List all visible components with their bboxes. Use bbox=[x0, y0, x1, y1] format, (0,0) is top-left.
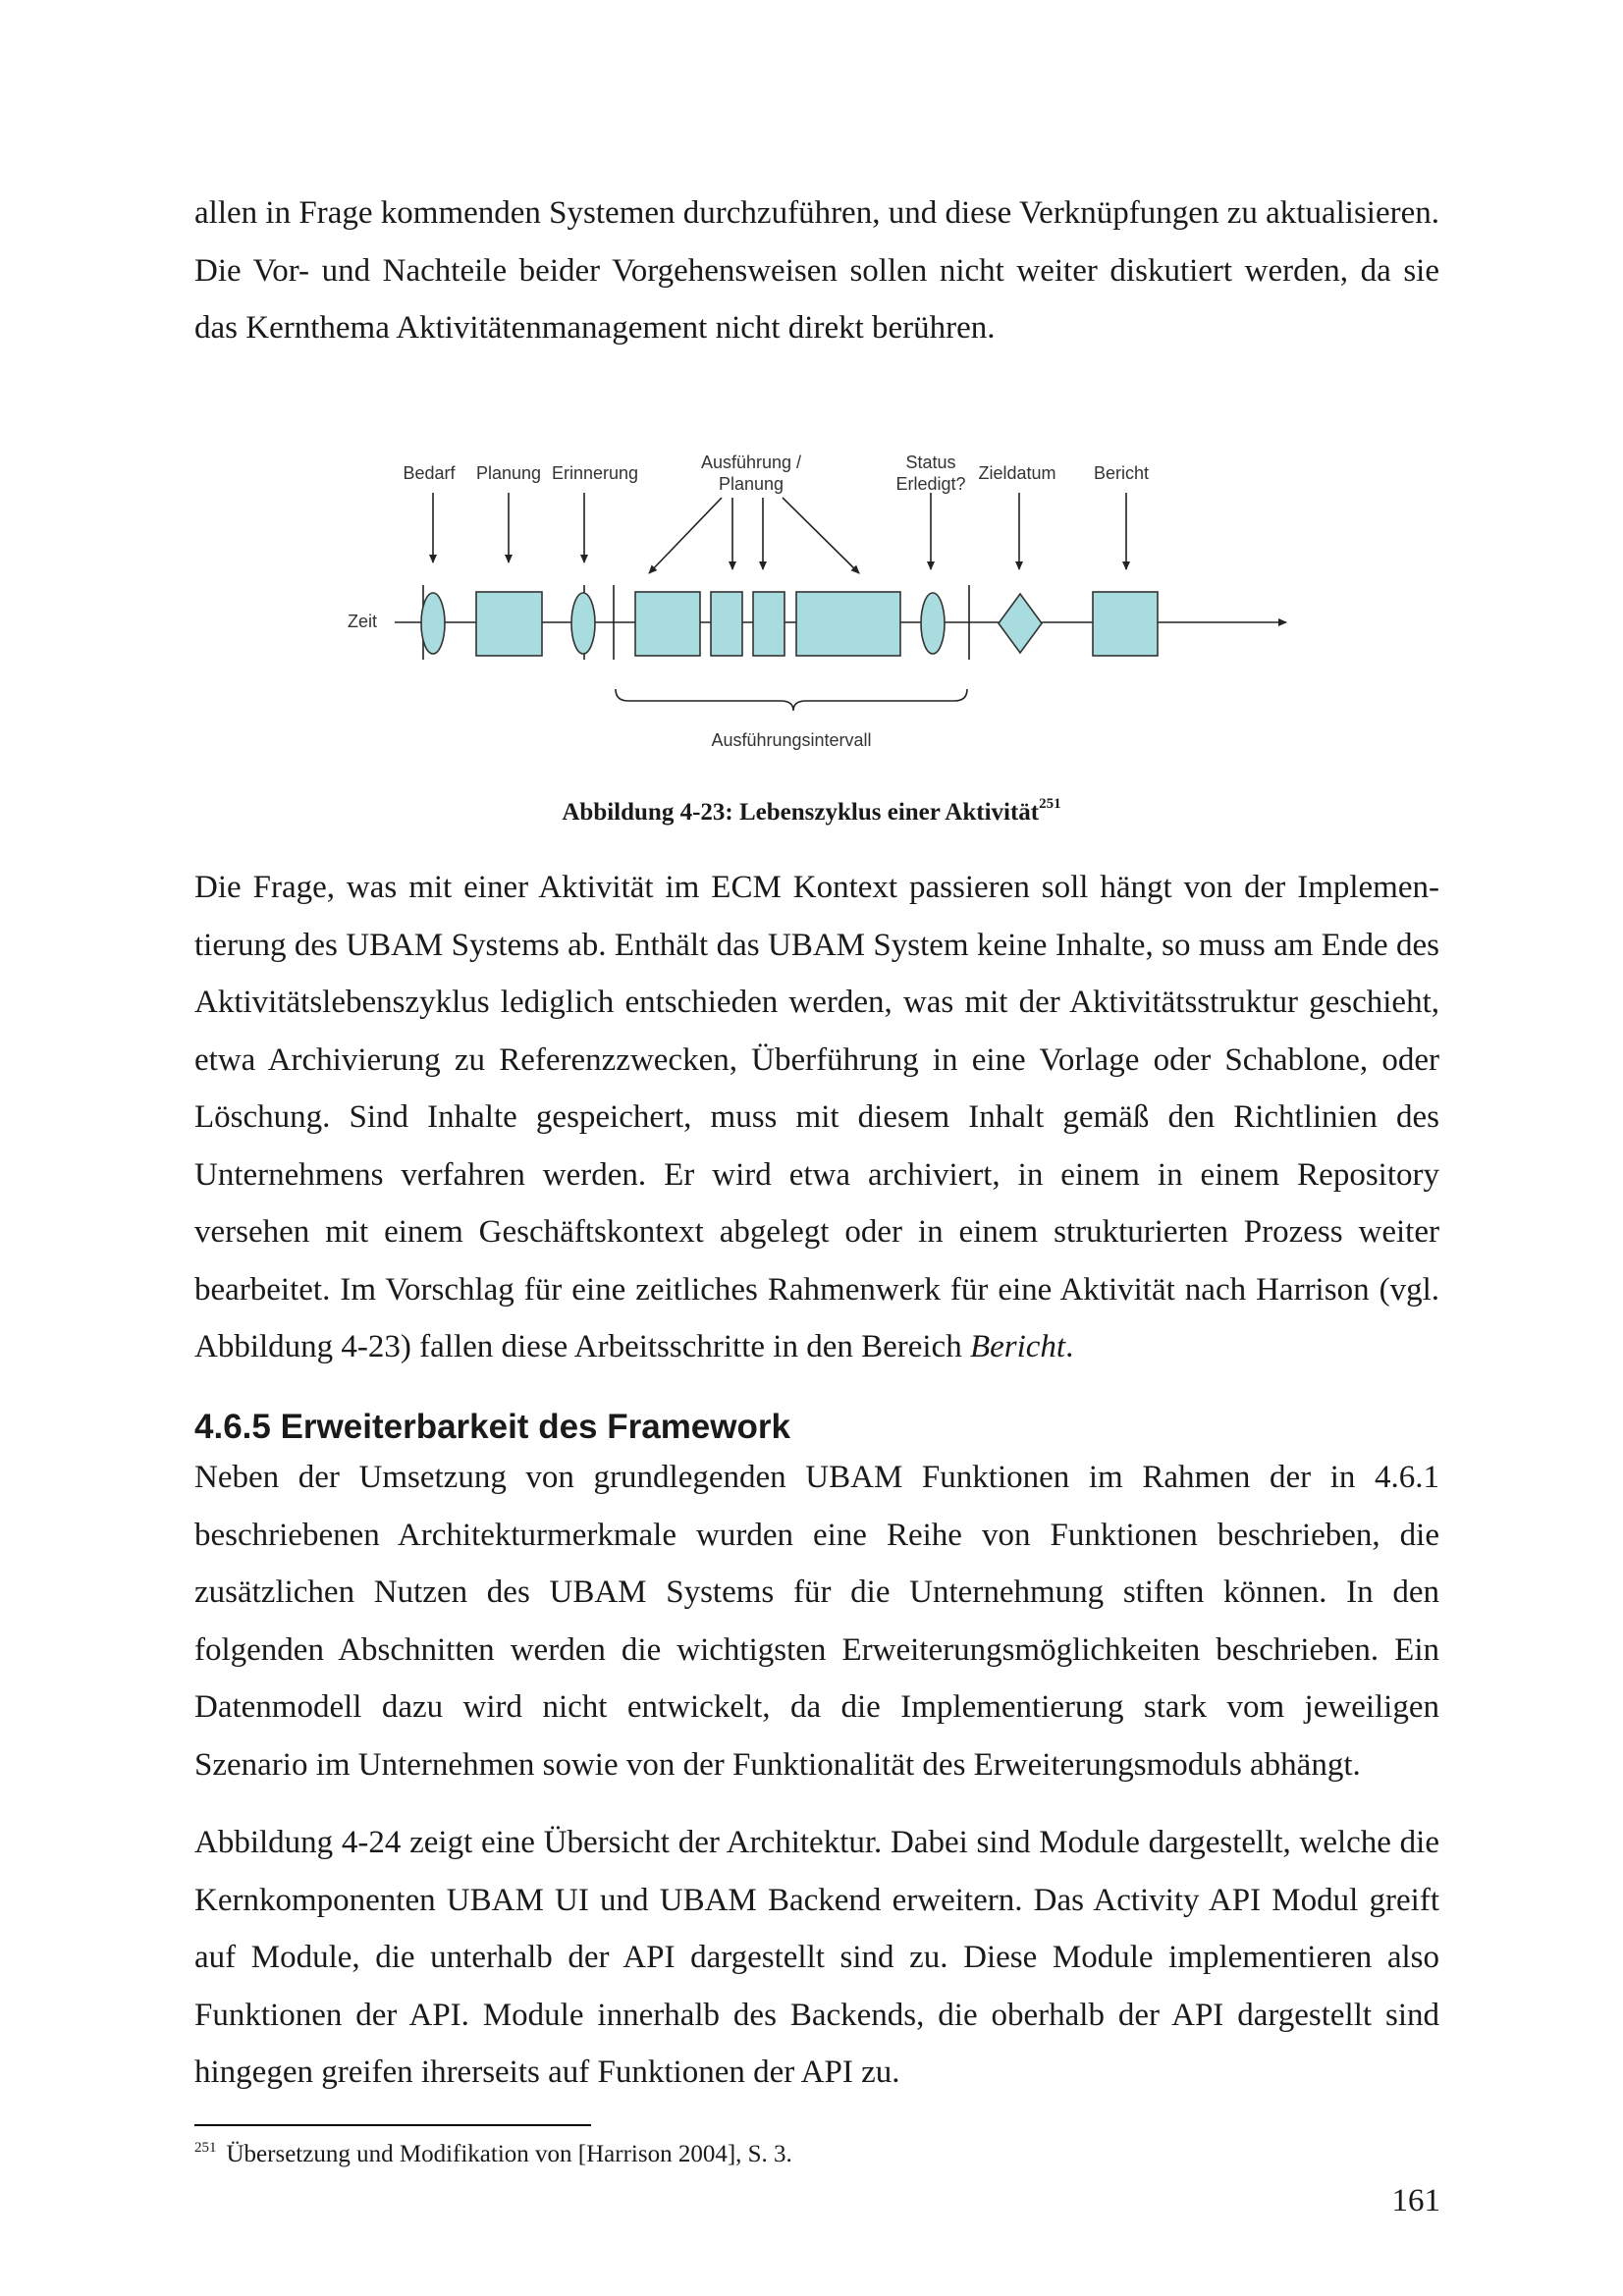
shape-ausfuehrung-box-1 bbox=[635, 592, 700, 656]
footnote-number: 251 bbox=[194, 2140, 217, 2156]
label-status-line2: Erledigt? bbox=[895, 474, 966, 494]
footnote-text: Übersetzung und Modifikation von [Harrison 2004], S. 3. bbox=[226, 2141, 792, 2167]
shape-bericht-box bbox=[1093, 592, 1158, 656]
shape-ausfuehrung-box-3 bbox=[753, 592, 784, 656]
paragraph-4: Abbildung 4-24 zeigt eine Übersicht der Architektur. Dabei sind Module dargestellt, welche die Kernkomponenten UBAM UI und UBAM Backend erweitern. Das Activity API Modul greift auf Module, die unterhalb der API dargestellt sind zu. Diese Module implementieren also Funktionen der API. Module innerhalb des Backends, die oberhalb der API dargestellt sind hingegen greifen ihrerseits auf Funktionen der API zu. bbox=[194, 1825, 1439, 2090]
label-ausfuehrung-line1: Ausführung / bbox=[700, 453, 802, 472]
footnote bbox=[194, 2132, 792, 2170]
arrow-ausfuehrung-right bbox=[783, 498, 859, 573]
shape-ausfuehrung-box-4 bbox=[796, 592, 900, 656]
label-planung: Planung bbox=[475, 463, 542, 483]
label-ausfuehrungsintervall: Ausführungsintervall bbox=[711, 730, 872, 750]
lifecycle-shapes bbox=[421, 592, 1158, 656]
figure-caption bbox=[0, 796, 1623, 827]
label-bedarf: Bedarf bbox=[403, 463, 456, 483]
arrow-ausfuehrung-left bbox=[649, 498, 722, 573]
interval-brace bbox=[616, 689, 967, 711]
paragraph-2 bbox=[194, 859, 1439, 1376]
shape-zieldatum-diamond bbox=[999, 594, 1042, 653]
label-zeit: Zeit bbox=[348, 612, 378, 631]
shape-ausfuehrung-box-2 bbox=[711, 592, 742, 656]
page-number: 161 bbox=[1391, 2183, 1440, 2218]
paragraph-2-italic: Bericht bbox=[969, 1329, 1066, 1364]
label-erinnerung: Erinnerung bbox=[551, 463, 639, 483]
lifecycle-diagram bbox=[0, 0, 1623, 785]
section-heading: 4.6.5 Erweiterbarkeit des Framework bbox=[194, 1408, 790, 1446]
label-bericht: Bericht bbox=[1093, 463, 1150, 483]
shape-erinnerung-ellipse bbox=[571, 593, 595, 654]
label-zieldatum: Zieldatum bbox=[978, 463, 1056, 483]
arrows bbox=[433, 493, 1126, 573]
shape-planung-box bbox=[476, 592, 542, 656]
paragraph-1: allen in Frage kommenden Systemen durchzuführen, und diese Verknüpfungen zu aktualisieren. Die Vor- und Nachteile beider Vorgehensweisen sollen nicht weiter diskutiert werden, da sie das Kernthema Aktivitätenmanagement nicht direkt berühren. bbox=[194, 195, 1439, 346]
paragraph-3: Neben der Umsetzung von grundlegenden UBAM Funktionen im Rahmen der in 4.6.1 beschriebenen Architekturmerkmale wurden eine Reihe von Funktionen beschrieben, die zusätzlichen Nutzen des UBAM Systems für die Unternehmung stiften können. In den folgenden Abschnitten werden die wichtigsten Erweiterungsmöglichkeiten beschrieben. Ein Datenmodell dazu wird nicht entwickelt, da die Implementierung stark vom jeweiligen Szenario im Unternehmen sowie von der Funktionalität des Erweiterungsmoduls abhängt. bbox=[194, 1460, 1439, 1783]
paragraph-2-end: . bbox=[1065, 1329, 1074, 1364]
caption-footnote-ref: 251 bbox=[1039, 796, 1061, 812]
caption-text: Abbildung 4-23: Lebenszyklus einer Aktivität bbox=[562, 799, 1040, 826]
shape-bedarf-ellipse bbox=[421, 593, 445, 654]
label-ausfuehrung-line2: Planung bbox=[718, 474, 784, 494]
paragraph-2-text: Die Frage, was mit einer Aktivität im ECM Kontext passieren soll hängt von der Implementierung des UBAM Systems ab. Enthält das UBAM System keine Inhalte, so muss am Ende des Aktivitätslebenszyklus lediglich entschieden werden, was mit der Aktivitätsstruktur geschieht, etwa Archivierung zu Referenzzwecken, Überführung in eine Vorlage oder Schablone, oder Löschung. Sind Inhalte gespeichert, muss mit diesem Inhalt gemäß den Richtlinien des Unternehmens verfahren werden. Er wird etwa archiviert, in einem in einem Repository versehen mit einem Geschäftskontext abgelegt oder in einem strukturierten Prozess weiter bearbeitet. Im Vorschlag für eine zeitliches Rahmenwerk für eine Aktivität nach Harrison (vgl. Abbildung 4-23) fallen diese Arbeitsschritte in den Bereich bbox=[194, 870, 1439, 1364]
shape-status-ellipse bbox=[921, 593, 945, 654]
footnote-rule bbox=[194, 2124, 591, 2126]
label-status-line1: Status bbox=[905, 453, 956, 472]
